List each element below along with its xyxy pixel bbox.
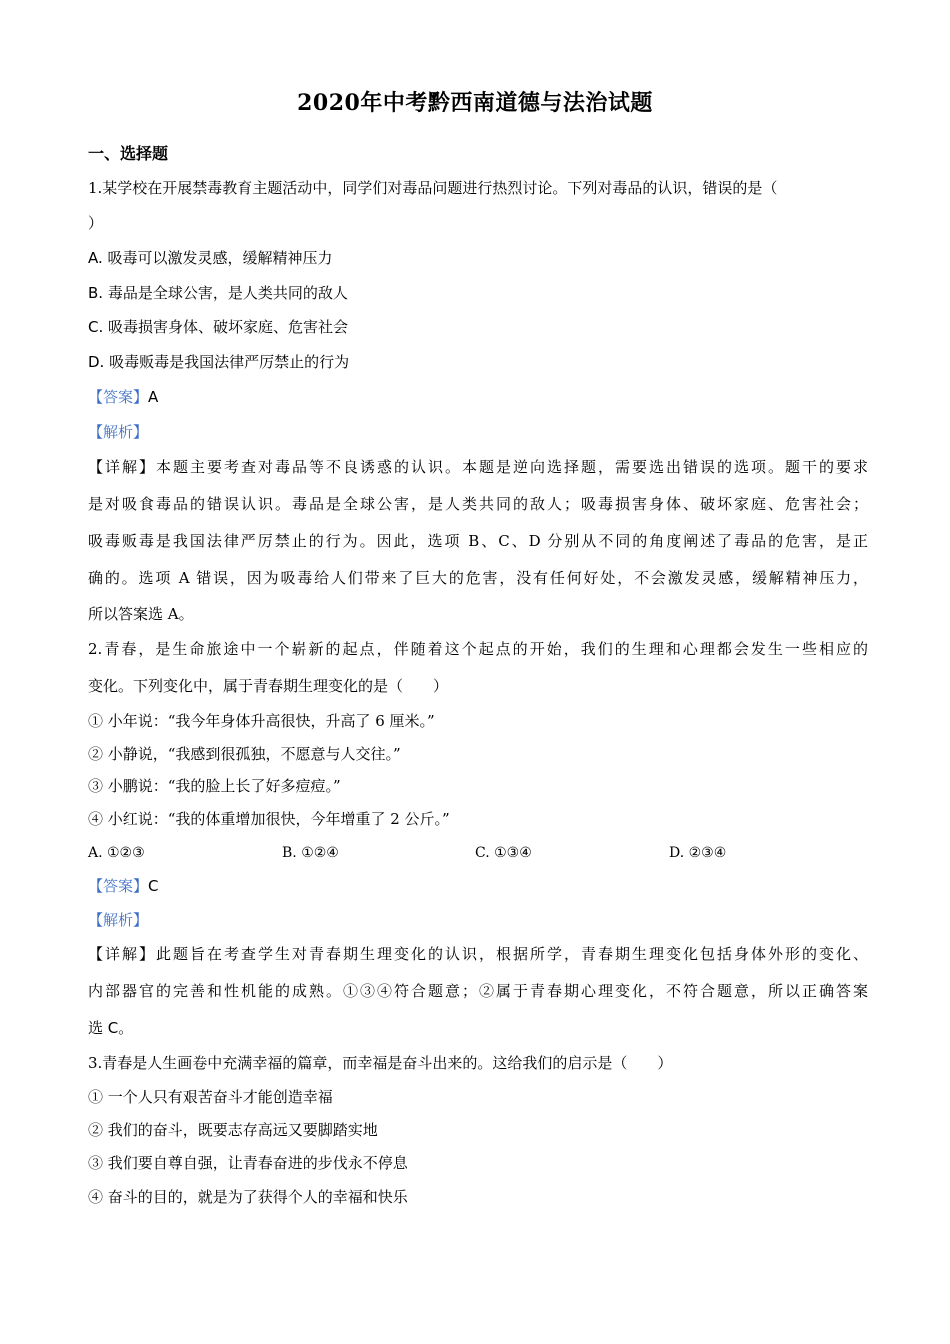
q2-detail-tag: 【详解】 (88, 945, 156, 963)
page-title: 2020年中考黔西南道德与法治试题 (297, 90, 653, 116)
q2-option-c: C. ①③④ (475, 845, 532, 861)
q1-detail-text-1: 本题主要考查对毒品等不良诱惑的认识。本题是逆向选择题，需要选出错误的选项。题干的要求 (156, 458, 868, 476)
q1-answer-value: A (148, 388, 159, 406)
q2-detail-text-1: 此题旨在考查学生对青春期生理变化的认识，根据所学，青春期生理变化包括身体外形的变化、 (156, 945, 868, 963)
q2-option-a: A. ①②③ (88, 845, 145, 861)
q2-statement-1: ① 小年说：“我今年身体升高很快，升高了 6 厘米。” (88, 712, 435, 730)
q2-statement-4: ④ 小红说：“我的体重增加很快，今年增重了 2 公斤。” (88, 810, 450, 828)
q1-detail-line-3: 吸毒贩毒是我国法律严厉禁止的行为。因此，选项 B、C、D 分别从不同的角度阐述了毒品的危害，是正 (88, 532, 868, 550)
section-heading: 一、选择题 (88, 144, 169, 163)
q1-stem-line-1: 1.某学校在开展禁毒教育主题活动中，同学们对毒品问题进行热烈讨论。下列对毒品的认识，错误的是（ (88, 179, 778, 197)
q1-option-b: B. 毒品是全球公害，是人类共同的敌人 (88, 284, 348, 302)
q3-statement-2: ② 我们的奋斗，既要志存高远又要脚踏实地 (88, 1121, 378, 1139)
q1-analysis-line (88, 422, 868, 442)
q1-answer-tag: 【答案】 (88, 388, 149, 406)
q1-answer-line (88, 387, 868, 407)
q1-option-d: D. 吸毒贩毒是我国法律严厉禁止的行为 (88, 353, 350, 371)
q2-detail-line-1 (88, 944, 868, 964)
q1-stem-line-2: ） (88, 214, 104, 232)
q3-stem-line-1: 3.青春是人生画卷中充满幸福的篇章，而幸福是奋斗出来的。这给我们的启示是（ ） (88, 1054, 673, 1072)
q3-statement-1: ① 一个人只有艰苦奋斗才能创造幸福 (88, 1088, 333, 1106)
q1-option-a: A. 吸毒可以激发灵感，缓解精神压力 (88, 249, 333, 267)
q1-detail-line-1 (88, 457, 868, 477)
q2-analysis-line (88, 910, 868, 930)
q2-detail-line-3: 选 C。 (88, 1019, 134, 1037)
q2-stem-line-1: 2.青春，是生命旅途中一个崭新的起点，伴随着这个起点的开始，我们的生理和心理都会发生一些相应的 (88, 640, 868, 658)
q3-statement-3: ③ 我们要自尊自强，让青春奋进的步伐永不停息 (88, 1154, 408, 1172)
q2-statement-3: ③ 小鹏说：“我的脸上长了好多痘痘。” (88, 777, 341, 795)
q2-analysis-tag: 【解析】 (88, 911, 149, 929)
q2-stem-line-2: 变化。下列变化中，属于青春期生理变化的是（ ） (88, 677, 449, 695)
q2-option-b: B. ①②④ (282, 845, 339, 861)
q2-detail-line-2: 内部器官的完善和性机能的成熟。①③④符合题意；②属于青春期心理变化，不符合题意，所以正确答案 (88, 982, 868, 1000)
q2-answer-value: C (148, 877, 159, 895)
q1-detail-line-2: 是对吸食毒品的错误认识。毒品是全球公害，是人类共同的敌人；吸毒损害身体、破坏家庭、危害社会； (88, 495, 868, 513)
q1-detail-line-5: 所以答案选 A。 (88, 605, 194, 623)
q1-detail-tag: 【详解】 (88, 458, 156, 476)
q2-option-d: D. ②③④ (669, 845, 727, 861)
q1-option-c: C. 吸毒损害身体、破坏家庭、危害社会 (88, 318, 349, 336)
q1-detail-line-4: 确的。选项 A 错误，因为吸毒给人们带来了巨大的危害，没有任何好处，不会激发灵感，缓解精神压力， (88, 569, 868, 587)
q3-statement-4: ④ 奋斗的目的，就是为了获得个人的幸福和快乐 (88, 1188, 408, 1206)
q1-analysis-tag: 【解析】 (88, 423, 149, 441)
q2-statement-2: ② 小静说，“我感到很孤独，不愿意与人交往。” (88, 745, 401, 763)
q2-answer-line (88, 876, 868, 896)
q2-answer-tag: 【答案】 (88, 877, 149, 895)
